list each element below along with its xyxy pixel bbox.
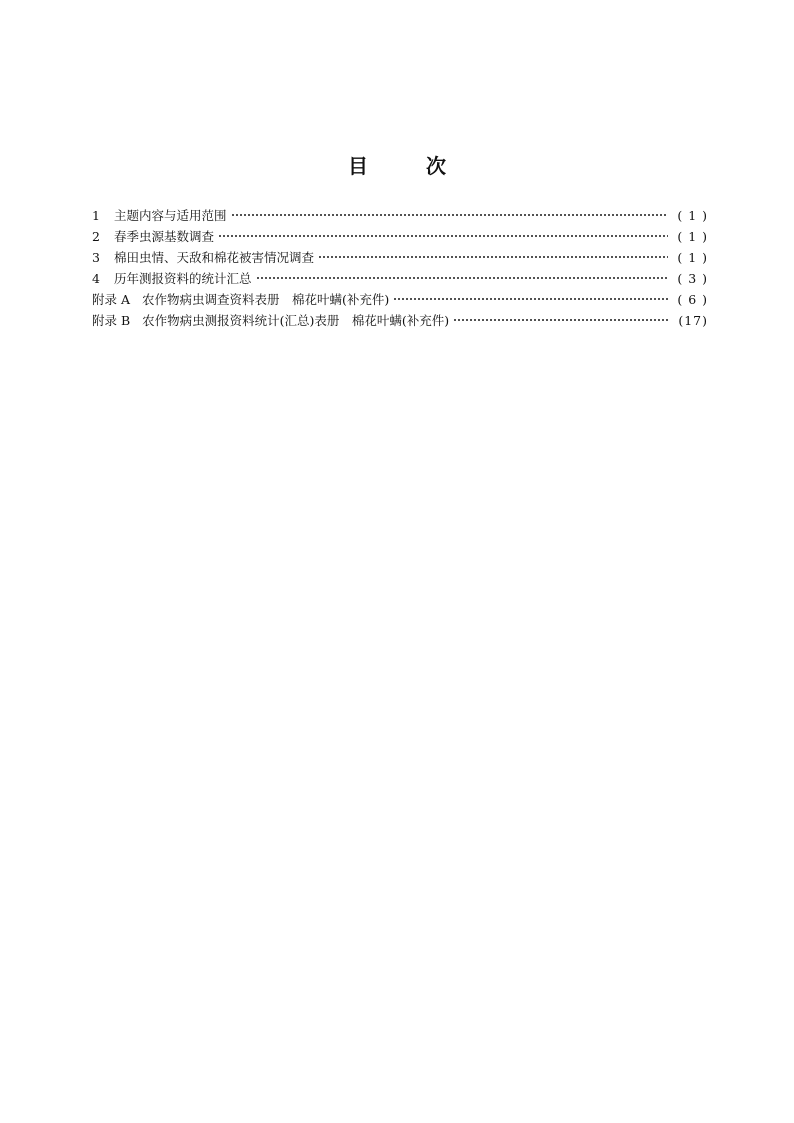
toc-entry-number: 附录 B [92, 313, 131, 328]
toc-entry-number: 4 [92, 271, 100, 286]
toc-entry-number: 附录 A [92, 292, 131, 307]
toc-entry-page: ( 6 ) [677, 292, 708, 307]
toc-leader-dots [453, 310, 668, 324]
page-title-part2: 次 [426, 154, 446, 178]
toc-entry[interactable] [92, 248, 708, 269]
toc-entry[interactable] [92, 290, 708, 311]
toc-entry-title: 春季虫源基数调查 [114, 229, 215, 244]
toc-entry-title: 棉田虫情、天敌和棉花被害情况调查 [114, 250, 315, 265]
toc-entry-number: 1 [92, 208, 100, 223]
page-title-part1: 目 [348, 154, 368, 178]
toc-entry[interactable] [92, 227, 708, 248]
toc-entry-page: ( 1 ) [677, 250, 708, 265]
page-title [0, 150, 794, 179]
toc-leader-dots [318, 247, 668, 261]
toc-entry-title: 主题内容与适用范围 [114, 208, 227, 223]
table-of-contents [92, 206, 708, 332]
toc-leader-dots [393, 289, 668, 303]
toc-entry-page: (17) [678, 313, 708, 328]
toc-leader-dots [231, 205, 668, 219]
toc-entry-title: 农作物病虫测报资料统计(汇总)表册 棉花叶螨(补充件) [142, 313, 450, 328]
toc-entry-page: ( 3 ) [677, 271, 708, 286]
toc-entry-number: 3 [92, 250, 100, 265]
toc-leader-dots [218, 226, 668, 240]
toc-entry-number: 2 [92, 229, 100, 244]
toc-entry-title: 历年测报资料的统计汇总 [114, 271, 252, 286]
toc-entry-page: ( 1 ) [677, 208, 708, 223]
toc-entry-page: ( 1 ) [677, 229, 708, 244]
toc-entry[interactable] [92, 311, 708, 332]
toc-entry[interactable] [92, 269, 708, 290]
toc-entry[interactable] [92, 206, 708, 227]
toc-entry-title: 农作物病虫调查资料表册 棉花叶螨(补充件) [142, 292, 390, 307]
toc-leader-dots [256, 268, 668, 282]
